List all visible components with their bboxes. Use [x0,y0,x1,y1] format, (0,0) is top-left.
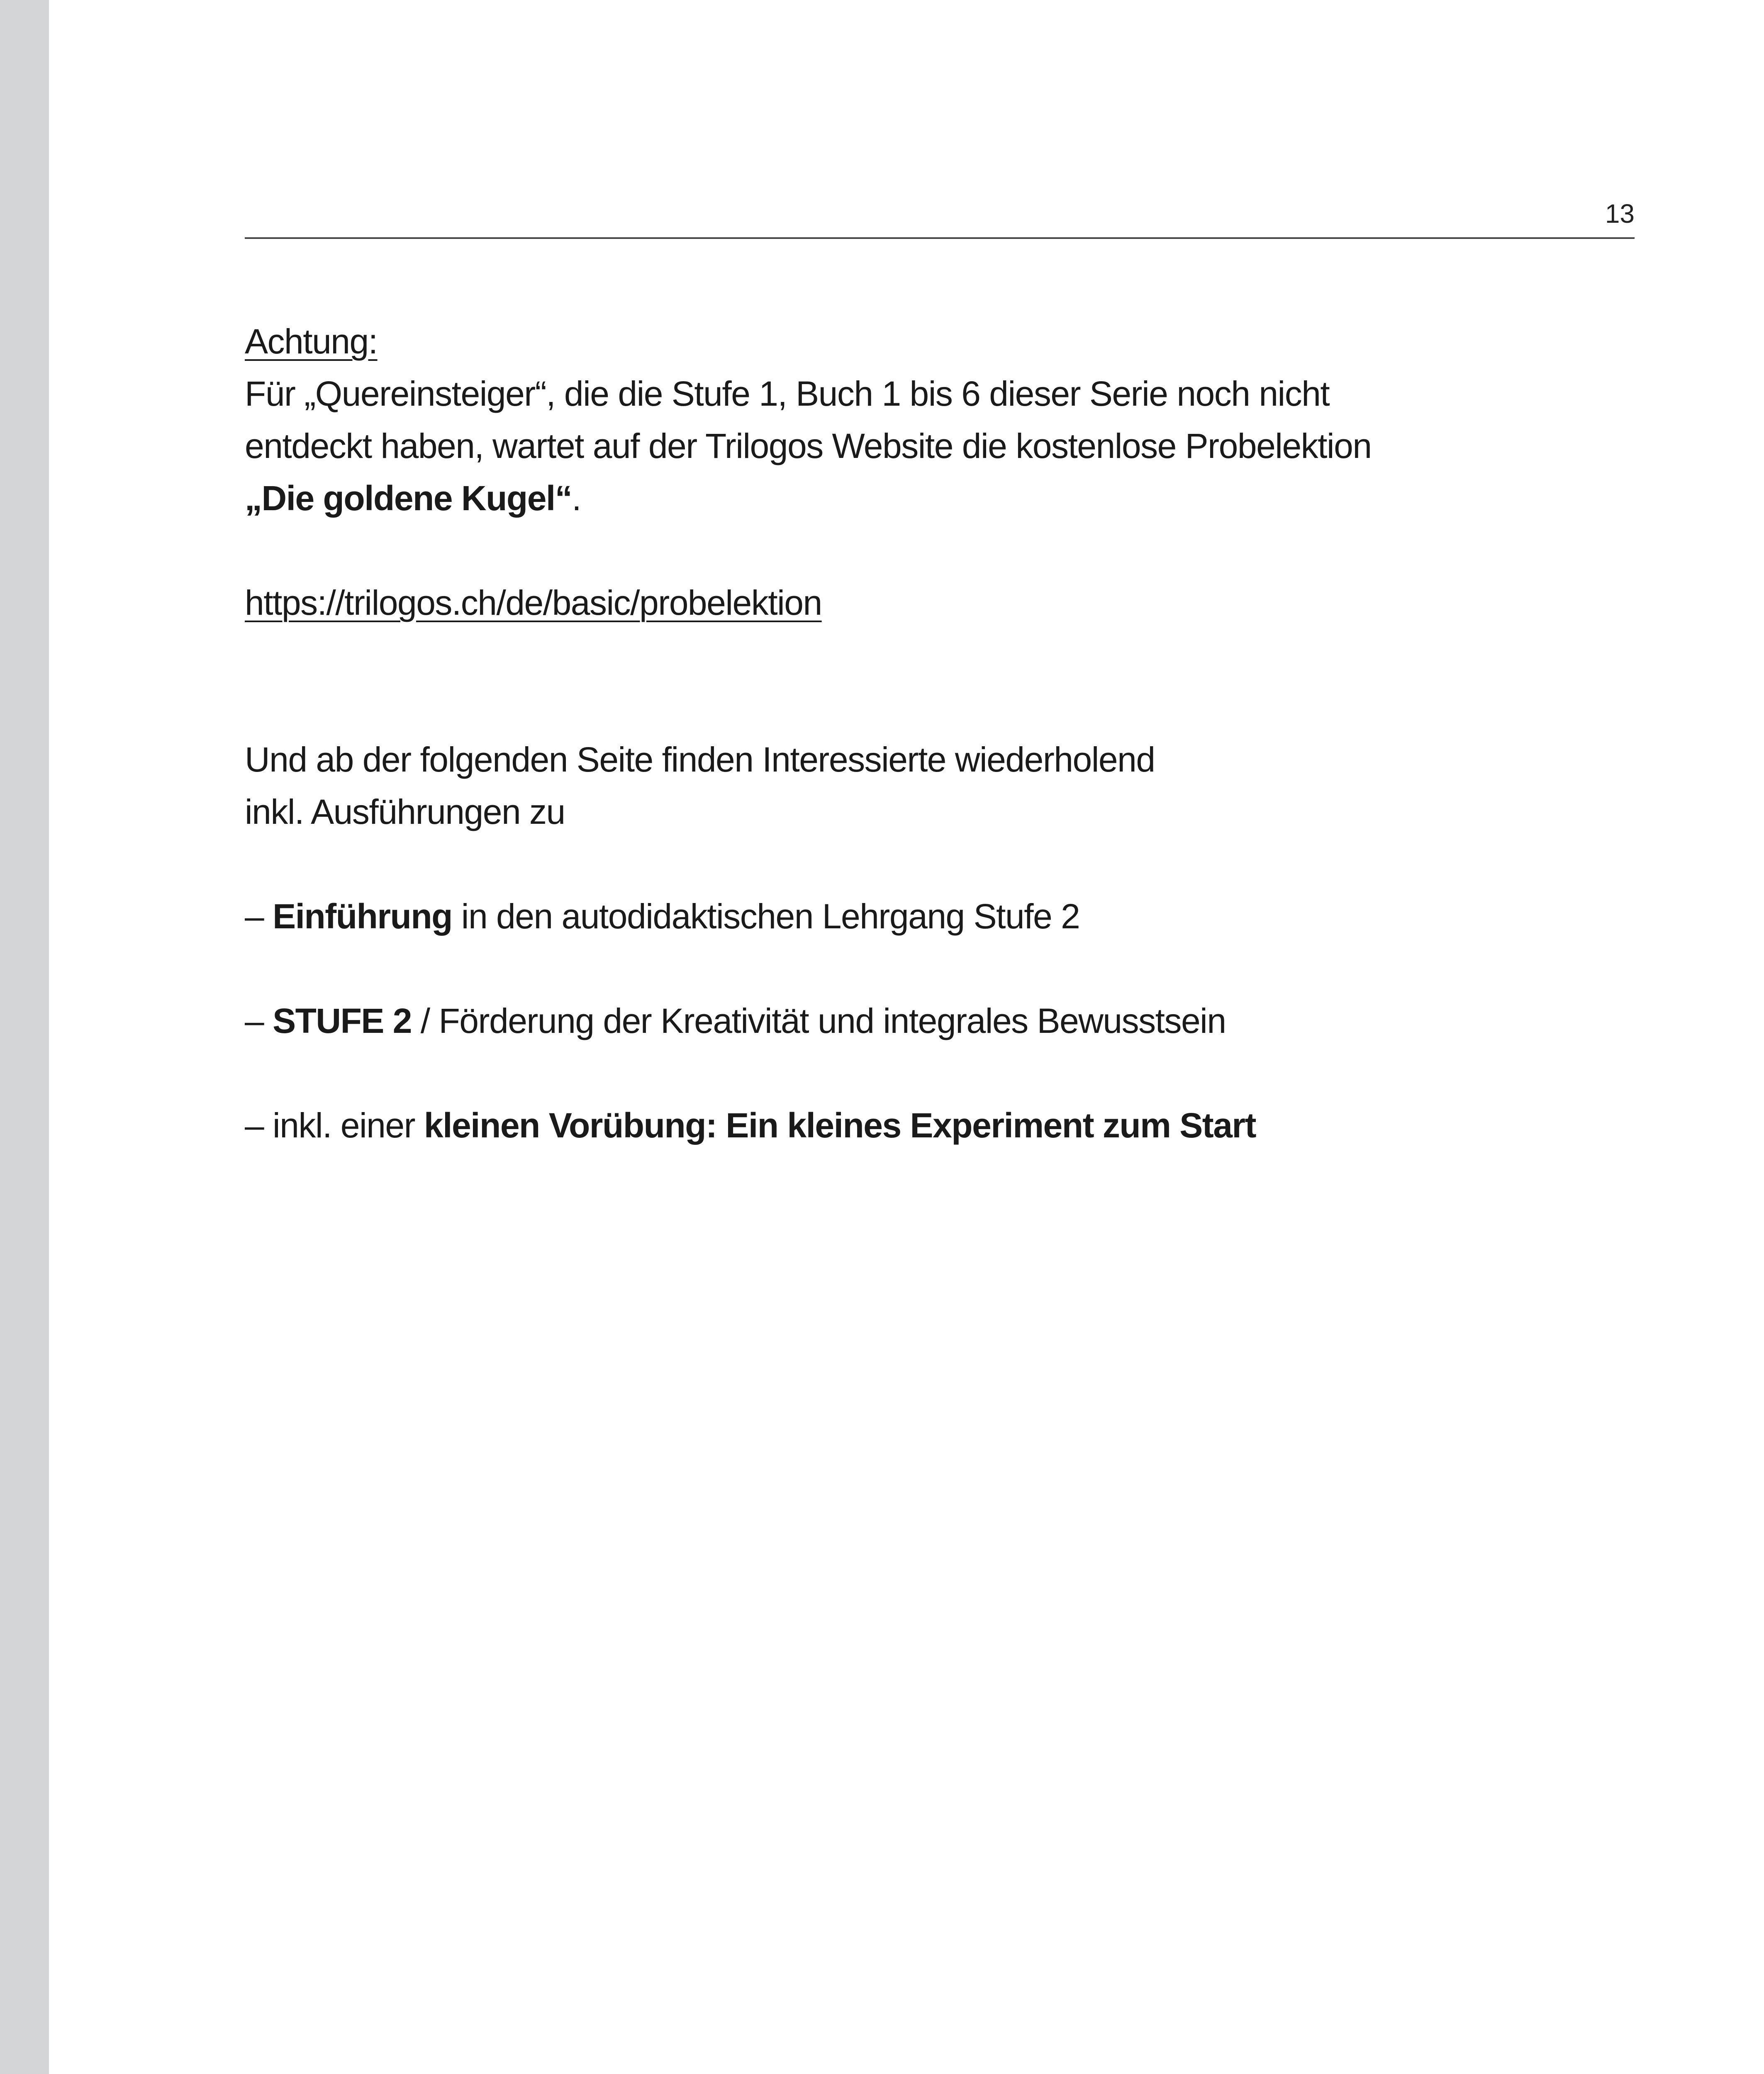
spacer [245,1047,1614,1099]
notice-line-1: Für „Quereinsteiger“, die die Stufe 1, Buch 1 bis 6 dieser Serie noch nicht [245,374,1330,413]
spacer [245,629,1614,733]
list-item-rest: in den autodidaktischen Lehrgang Stufe 2 [452,897,1080,936]
list-item-prefix: – inkl. einer [245,1106,424,1145]
intro-line-2: inkl. Ausführungen zu [245,792,565,831]
list-item-bold: STUFE 2 [273,1001,412,1040]
page-number: 13 [1605,199,1635,229]
list-item [245,1099,1614,1151]
list-item-prefix: – [245,1001,273,1040]
probelektion-link[interactable]: https://trilogos.ch/de/basic/probelektion [245,583,822,622]
header-rule [245,237,1635,239]
notice-line-2: entdeckt haben, wartet auf der Trilogos Website die kostenlose Probelektion [245,426,1372,465]
page-edge-strip [0,0,49,2074]
notice-heading-text: Achtung: [245,322,378,361]
list-item [245,890,1614,942]
page-body [245,315,1614,1151]
notice-heading [245,315,1614,368]
list-item-rest: / Förderung der Kreativität und integrales Bewusstsein [411,1001,1226,1040]
lesson-title-period: . [572,479,581,518]
list-item-prefix: – [245,897,273,936]
link-line [245,577,1614,629]
list-item-bold: kleinen Vorübung: Ein kleines Experiment zum Start [424,1106,1256,1145]
list-item [245,995,1614,1047]
intro-line-1: Und ab der folgenden Seite finden Interessierte wiederholend [245,740,1155,779]
notice-line-3 [245,472,1614,524]
spacer [245,524,1614,577]
spacer [245,942,1614,995]
list-item-bold: Einführung [273,897,452,936]
spacer [245,838,1614,890]
lesson-title: „Die goldene Kugel“ [245,479,572,518]
